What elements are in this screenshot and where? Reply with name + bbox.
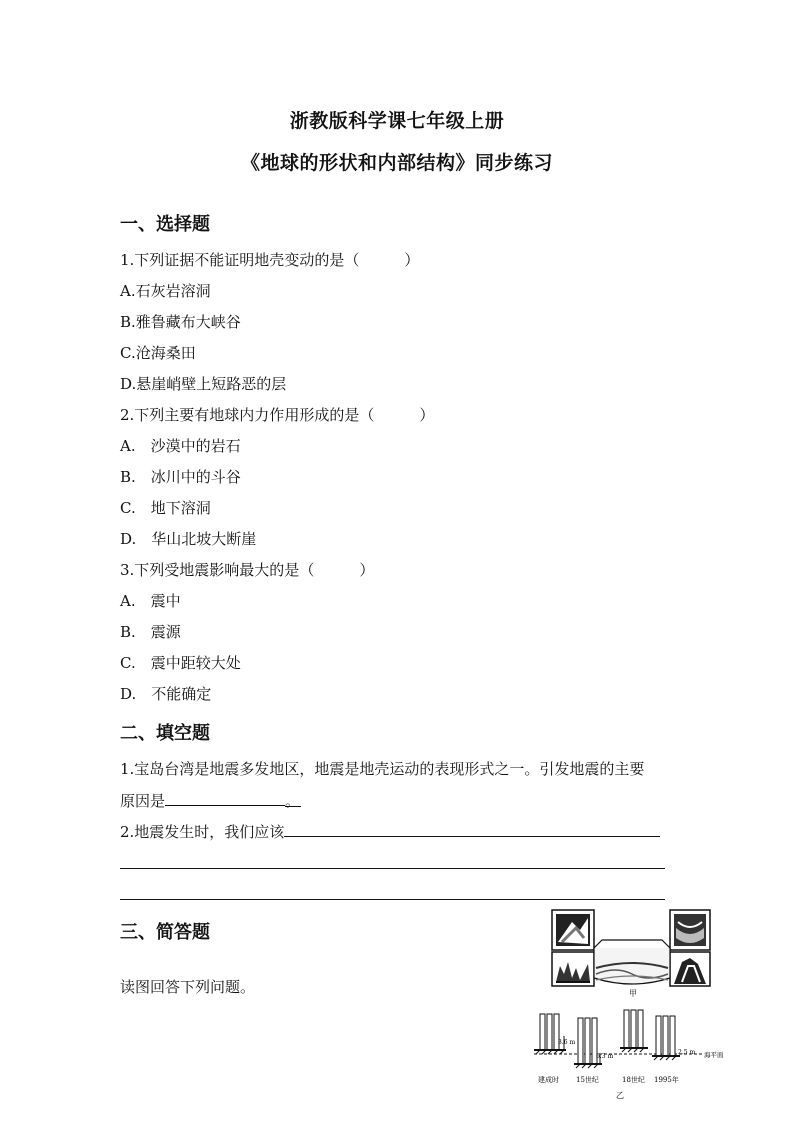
era-label-15th: 15世纪: [576, 1076, 599, 1084]
fill-question-1-line2: [120, 789, 301, 811]
columns-15th-century: [574, 1018, 602, 1068]
question-3-option-a: A. 震中: [120, 592, 181, 610]
columns-1995: [652, 1016, 680, 1060]
fill-question-1-prefix: 原因是: [120, 792, 166, 810]
height-label-3: 2.5 m: [678, 1049, 696, 1056]
question-2-option-c: C. 地下溶洞: [120, 499, 211, 517]
question-3-option-c: C. 震中距较大处: [120, 654, 241, 672]
fill-question-2-line1: [120, 820, 660, 842]
sea-level-label: 海平面: [704, 1051, 724, 1059]
columns-18th-century: [620, 1010, 648, 1052]
question-1-option-a: A.石灰岩溶洞: [120, 282, 211, 300]
question-1-option-c: C.沧海桑田: [120, 344, 196, 362]
question-2-option-b: B. 冰川中的斗谷: [120, 468, 241, 486]
fill-blank-2b[interactable]: [120, 868, 665, 869]
section-heading-choice: 一、选择题: [120, 214, 210, 235]
fill-question-1-line1: 1.宝岛台湾是地震多发地区，地震是地壳运动的表现形式之一。引发地震的主要: [120, 760, 645, 778]
columns-built: [534, 1014, 566, 1054]
height-label-2: 6.3 m: [596, 1053, 614, 1060]
question-2-stem: 2.下列主要有地球内力作用形成的是（ ）: [120, 406, 435, 424]
fill-blank-1[interactable]: [165, 789, 285, 806]
figure-b-label: 乙: [616, 1091, 624, 1100]
question-2-option-d: D. 华山北坡大断崖: [120, 530, 257, 548]
question-1-stem: 1.下列证据不能证明地壳变动的是（ ）: [120, 251, 420, 269]
section-heading-fill: 二、填空题: [120, 723, 210, 744]
geology-figure: [532, 908, 732, 1104]
fill-blank-2a[interactable]: [284, 820, 660, 837]
fill-question-2-prefix: 2.地震发生时，我们应该: [120, 823, 285, 841]
figure-a-label: 甲: [629, 989, 637, 998]
document-title-line2: 《地球的形状和内部结构》同步练习: [240, 152, 553, 174]
fill-question-1-suffix: 。: [285, 792, 301, 810]
question-3-stem: 3.下列受地震影响最大的是（ ）: [120, 561, 375, 579]
short-answer-prompt: 读图回答下列问题。: [120, 978, 256, 996]
height-label-1: 3.6 m: [558, 1039, 576, 1046]
figure-a-diagram: [552, 910, 710, 998]
question-3-option-b: B. 震源: [120, 623, 181, 641]
fill-blank-2c[interactable]: [120, 899, 665, 900]
section-heading-short-answer: 三、简答题: [120, 922, 210, 943]
figure-b-diagram: [534, 1010, 724, 1100]
document-title-line1: 浙教版科学课七年级上册: [289, 110, 505, 132]
era-label-18th: 18世纪: [622, 1076, 645, 1084]
era-label-built: 建成时: [538, 1076, 559, 1084]
era-label-1995: 1995年: [654, 1076, 679, 1084]
question-1-option-b: B.雅鲁藏布大峡谷: [120, 313, 241, 331]
question-1-option-d: D.悬崖峭壁上短路恶的层: [120, 375, 287, 393]
question-2-option-a: A. 沙漠中的岩石: [120, 437, 241, 455]
question-3-option-d: D. 不能确定: [120, 685, 212, 703]
